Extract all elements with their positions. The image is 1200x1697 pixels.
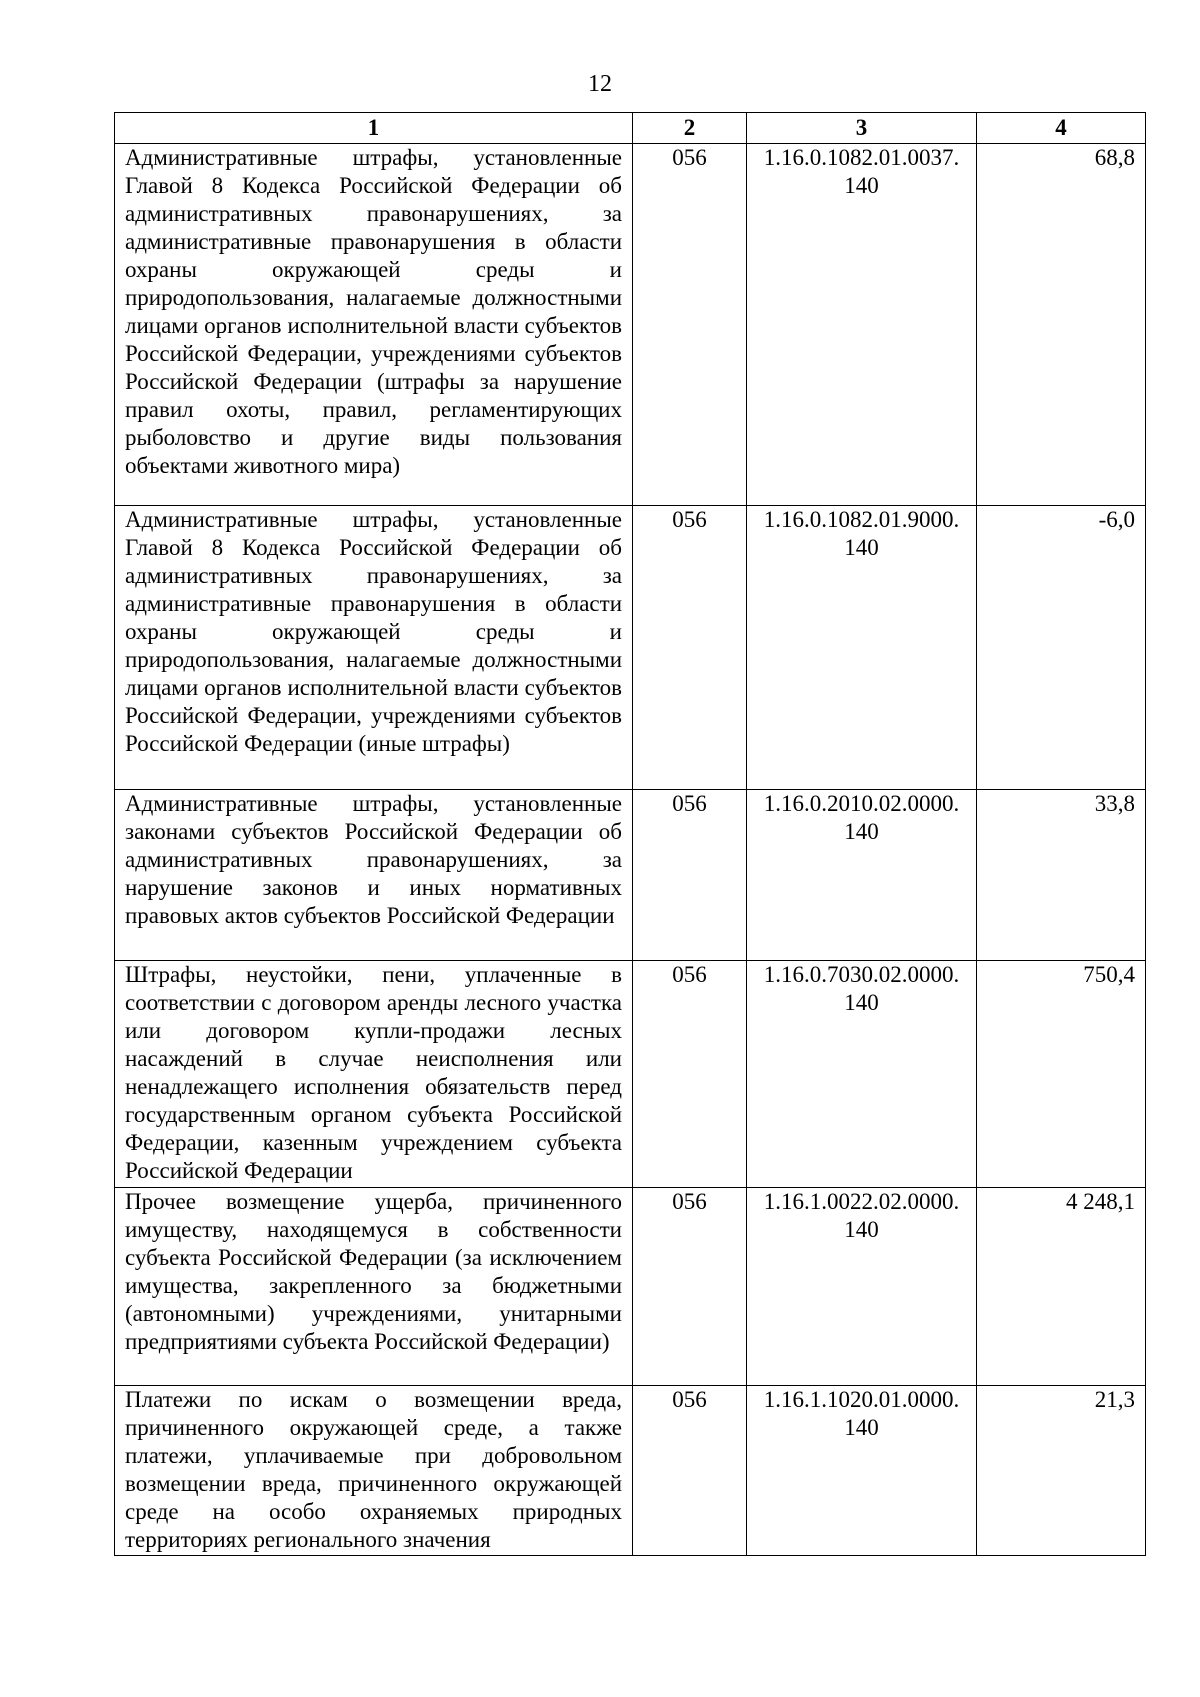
row-admin-code: 056 (633, 1188, 747, 1386)
row-amount: 4 248,1 (977, 1188, 1146, 1386)
row-amount: 68,8 (977, 144, 1146, 506)
table-row (115, 790, 1146, 961)
column-header-4: 4 (977, 113, 1146, 144)
budget-code-line-1: 1.16.0.2010.02.0000. (763, 791, 960, 816)
column-header-3: 3 (747, 113, 977, 144)
row-admin-code: 056 (633, 961, 747, 1188)
table-header-row (115, 113, 1146, 144)
row-budget-code (747, 790, 977, 961)
row-budget-code (747, 1386, 977, 1556)
row-budget-code (747, 506, 977, 790)
row-description: Административные штрафы, установленные законами субъектов Российской Федерации об административных правонарушениях, за нарушение законов и иных нормативных правовых актов субъектов Российской Федерации (115, 790, 633, 961)
row-description: Административные штрафы, установленные Главой 8 Кодекса Российской Федерации об административных правонарушениях, за административные правонарушения в области охраны окружающей среды и природопользования, налагаемые должностными лицами органов исполнительной власти субъектов Российской Федерации, учреждениями субъектов Российской Федерации (штрафы за нарушение правил охоты, правил, регламентирующих рыболовство и другие виды пользования объектами животного мира) (115, 144, 633, 506)
budget-code-line-2: 140 (844, 173, 879, 198)
row-description: Административные штрафы, установленные Главой 8 Кодекса Российской Федерации об административных правонарушениях, за административные правонарушения в области охраны окружающей среды и природопользования, налагаемые должностными лицами органов исполнительной власти субъектов Российской Федерации, учреждениями субъектов Российской Федерации (иные штрафы) (115, 506, 633, 790)
revenue-table (114, 112, 1146, 1556)
budget-code-line-2: 140 (844, 819, 879, 844)
budget-code-line-1: 1.16.1.0022.02.0000. (763, 1189, 960, 1214)
row-description: Штрафы, неустойки, пени, уплаченные в соответствии с договором аренды лесного участка или договором купли-продажи лесных насаждений в случае неисполнения или ненадлежащего исполнения обязательств перед государственным органом субъекта Российской Федерации, казенным учреждением субъекта Российской Федерации (115, 961, 633, 1188)
row-description: Прочее возмещение ущерба, причиненного имуществу, находящемуся в собственности субъекта Российской Федерации (за исключением имущества, закрепленного за бюджетными (автономными) учреждениями, унитарными предприятиями субъекта Российской Федерации) (115, 1188, 633, 1386)
budget-code-line-2: 140 (844, 1217, 879, 1242)
table-row (115, 1386, 1146, 1556)
table-row (115, 961, 1146, 1188)
row-amount: 21,3 (977, 1386, 1146, 1556)
budget-code-line-2: 140 (844, 1415, 879, 1440)
budget-code-line-2: 140 (844, 535, 879, 560)
table-row (115, 144, 1146, 506)
table-row (115, 506, 1146, 790)
row-amount: 750,4 (977, 961, 1146, 1188)
row-admin-code: 056 (633, 1386, 747, 1556)
budget-code-line-1: 1.16.0.1082.01.9000. (763, 507, 960, 532)
row-description: Платежи по искам о возмещении вреда, причиненного окружающей среде, а также платежи, уплачиваемые при добровольном возмещении вреда, причиненного окружающей среде на особо охраняемых природных территориях регионального значения (115, 1386, 633, 1556)
column-header-1: 1 (115, 113, 633, 144)
table-row (115, 1188, 1146, 1386)
row-admin-code: 056 (633, 144, 747, 506)
row-amount: -6,0 (977, 506, 1146, 790)
row-budget-code (747, 144, 977, 506)
budget-code-line-1: 1.16.0.1082.01.0037. (763, 145, 960, 170)
row-admin-code: 056 (633, 790, 747, 961)
row-amount: 33,8 (977, 790, 1146, 961)
budget-code-line-2: 140 (844, 990, 879, 1015)
page-number: 12 (588, 71, 612, 97)
row-admin-code: 056 (633, 506, 747, 790)
budget-code-line-1: 1.16.1.1020.01.0000. (763, 1387, 960, 1412)
row-budget-code (747, 961, 977, 1188)
column-header-2: 2 (633, 113, 747, 144)
budget-code-line-1: 1.16.0.7030.02.0000. (763, 962, 960, 987)
row-budget-code (747, 1188, 977, 1386)
